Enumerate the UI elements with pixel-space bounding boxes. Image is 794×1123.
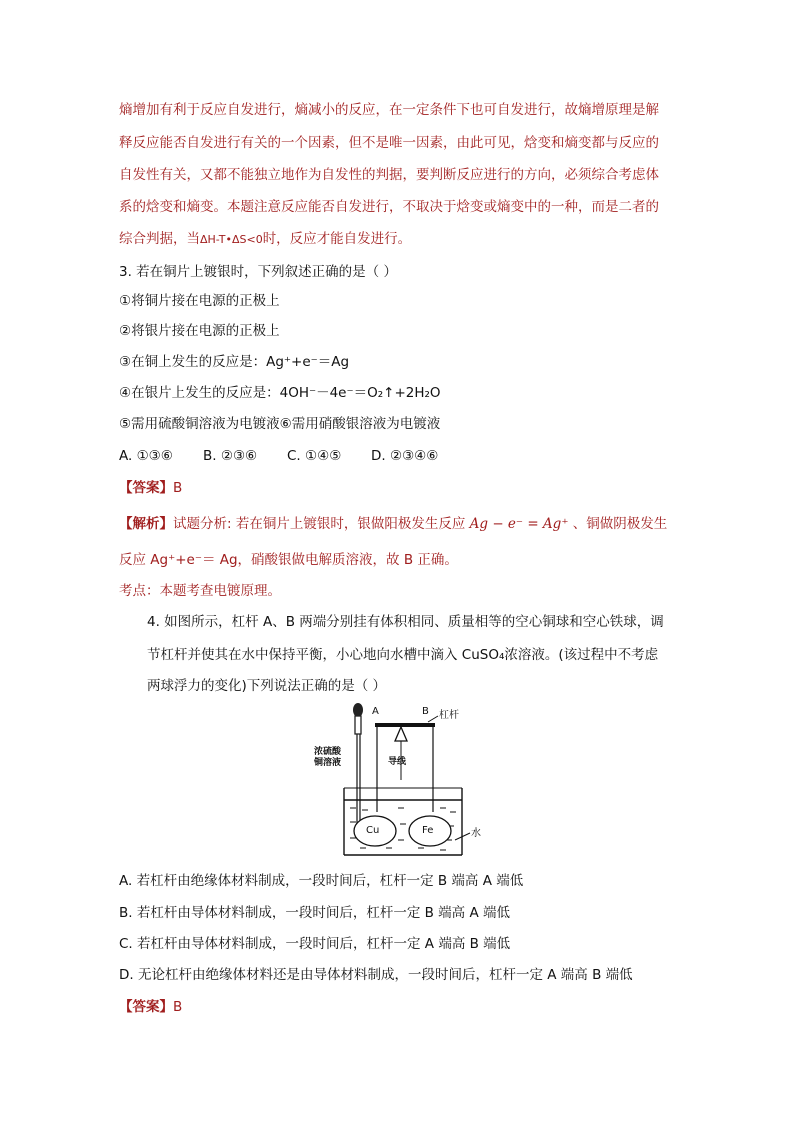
q4-option-b: B. 若杠杆由导体材料制成，一段时间后，杠杆一定 B 端高 A 端低 — [119, 905, 511, 921]
label-lever: 杠杆 — [439, 710, 459, 721]
q4-answer-value: B — [173, 999, 183, 1015]
q3-answer-label: 【答案】 — [119, 480, 173, 496]
explanation-line-2: 释反应能否自发进行有关的一个因素，但不是唯一因素，由此可见，焓变和熵变都与反应的 — [119, 135, 659, 151]
q3-analysis-line-2: 反应 Ag⁺+e⁻＝ Ag，硝酸银做电解质溶液，故 B 正确。 — [119, 552, 458, 568]
label-cu: Cu — [366, 825, 380, 836]
q4-option-a: A. 若杠杆由绝缘体材料制成，一段时间后，杠杆一定 B 端高 A 端低 — [119, 873, 524, 889]
q3-options — [119, 446, 438, 466]
explanation-last-prefix: 综合判据，当 — [119, 231, 200, 247]
q4-answer-label: 【答案】 — [119, 999, 173, 1015]
explanation-line-1: 熵增加有利于反应自发进行，熵减小的反应，在一定条件下也可自发进行，故熵增原理是解 — [119, 102, 659, 118]
q3-kaodian: 考点：本题考查电镀原理。 — [119, 583, 281, 599]
label-wire: 导线 — [388, 757, 407, 767]
q4-option-d: D. 无论杠杆由绝缘体材料还是由导体材料制成，一段时间后，杠杆一定 A 端高 B 端低 — [119, 967, 633, 983]
explanation-line-4: 系的焓变和熵变。本题注意反应能否自发进行，不取决于焓变或熵变中的一种，而是二者的 — [119, 199, 659, 215]
dropper-icon — [353, 703, 363, 834]
label-dropper-1: 浓硫酸 — [314, 747, 342, 757]
q3-analysis-text-b: 、铜做阴极发生 — [568, 516, 668, 532]
q3-analysis-formula: Ag − e⁻ = Ag⁺ — [469, 516, 569, 532]
q3-answer — [119, 478, 182, 498]
q3-option-d: D. ②③④⑥ — [371, 448, 439, 464]
q4-stem-line-3: 两球浮力的变化)下列说法正确的是（ ） — [147, 678, 387, 694]
q3-answer-value: B — [173, 480, 183, 496]
lever-bar — [375, 723, 435, 727]
q4-stem-line-2: 节杠杆并使其在水中保持平衡，小心地向水槽中滴入 CuSO₄浓溶液。(该过程中不考虑 — [147, 647, 659, 663]
label-water: 水 — [471, 828, 481, 839]
q3-item-3: ③在铜上发生的反应是：Ag⁺+e⁻＝Ag — [119, 354, 350, 370]
q3-option-b: B. ②③⑥ — [203, 448, 258, 464]
q3-item-2: ②将银片接在电源的正极上 — [119, 323, 280, 339]
q3-item-4: ④在银片上发生的反应是：4OH⁻－4e⁻＝O₂↑+2H₂O — [119, 385, 441, 401]
label-a: A — [372, 706, 379, 717]
explanation-last-suffix: 时，反应才能自发进行。 — [262, 231, 412, 247]
q3-analysis-label: 【解析】 — [119, 516, 173, 532]
explanation-formula: ΔH-T•ΔS<0 — [200, 233, 263, 246]
label-fe: Fe — [422, 825, 434, 836]
label-dropper-2: 铜溶液 — [314, 758, 342, 768]
lever-apparatus-figure — [300, 700, 500, 860]
label-b: B — [422, 706, 429, 717]
q3-option-c: C. ①④⑤ — [287, 448, 342, 464]
q3-item-5: ⑤需用硫酸铜溶液为电镀液⑥需用硝酸银溶液为电镀液 — [119, 416, 441, 432]
lever-apparatus-svg — [300, 700, 500, 860]
explanation-line-5 — [119, 229, 411, 250]
q3-item-1: ①将铜片接在电源的正极上 — [119, 293, 280, 309]
q3-analysis-line-1 — [119, 514, 667, 534]
explanation-line-3: 自发性有关，又都不能独立地作为自发性的判据，要判断反应进行的方向，必须综合考虑体 — [119, 167, 659, 183]
q4-answer — [119, 997, 182, 1017]
q4-stem-line-1: 4. 如图所示，杠杆 A、B 两端分别挂有体积相同、质量相等的空心铜球和空心铁球，调 — [147, 614, 664, 630]
q4-option-c: C. 若杠杆由导体材料制成，一段时间后，杠杆一定 A 端高 B 端低 — [119, 936, 511, 952]
fulcrum-icon — [395, 727, 407, 741]
q3-option-a: A. ①③⑥ — [119, 448, 173, 464]
q3-stem: 3. 若在铜片上镀银时，下列叙述正确的是（ ） — [119, 264, 397, 280]
q3-analysis-text-a: 试题分析: 若在铜片上镀银时，银做阳极发生反应 — [173, 516, 470, 532]
